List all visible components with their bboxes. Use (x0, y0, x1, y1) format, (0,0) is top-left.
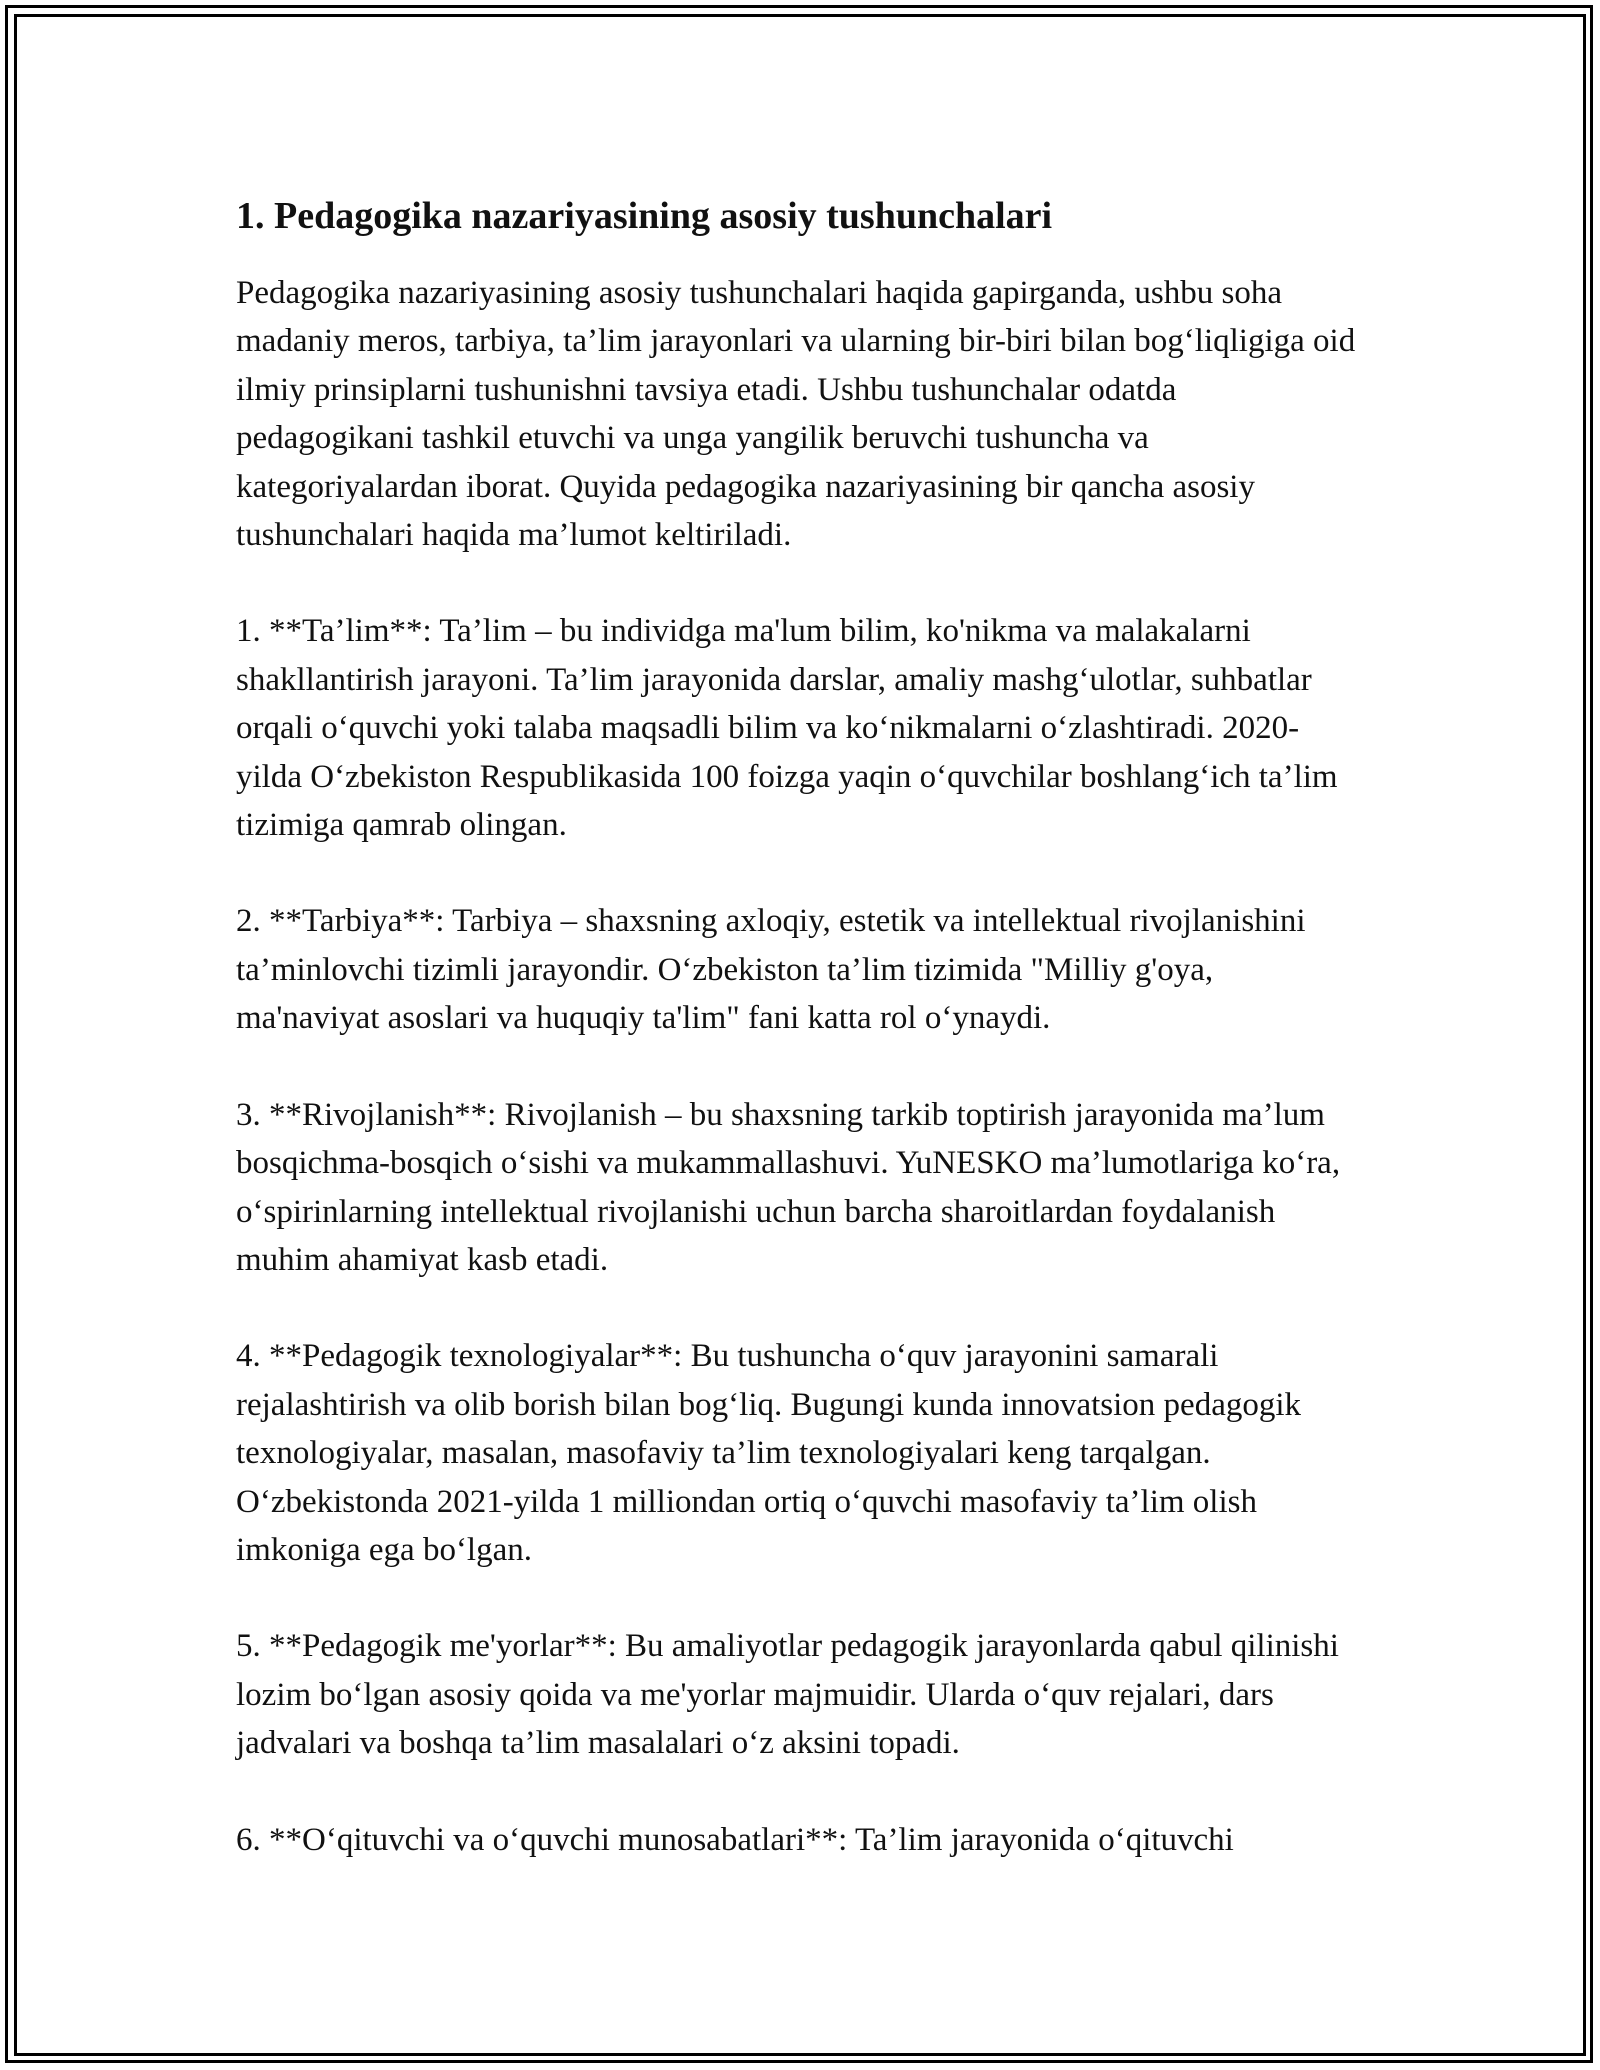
paragraph-pedagogik-meyorlar: 5. **Pedagogik me'yorlar**: Bu amaliyotlar pedagogik jarayonlarda qabul qilinishi lozim bo‘lgan asosiy qoida va me'yorlar majmuidir. Ularda o‘quv rejalari, dars jadvalari va boshqa ta’lim masalalari o‘z aksini topadi. (236, 1628, 1339, 1762)
intro-paragraph: Pedagogika nazariyasining asosiy tushunchalari haqida gapirganda, ushbu soha madaniy meros, tarbiya, ta’lim jarayonlari va ularning bir-biri bilan bog‘liqligiga oid ilmiy prinsiplarni tushunishni tavsiya etadi. Ushbu tushunchalar odatda pedagogikani tashkil etuvchi va unga yangilik beruvchi tushuncha va kategoriyalardan iborat. Quyida pedagogika nazariyasining bir qancha asosiy tushunchalari haqida ma’lumot keltiriladi. (236, 275, 1356, 554)
paragraph-rivojlanish: 3. **Rivojlanish**: Rivojlanish – bu shaxsning tarkib toptirish jarayonida ma’lum bosqichma-bosqich o‘sishi va mukammallashuvi. YuNESKO ma’lumotlariga ko‘ra, o‘spirinlarning intellektual rivojlanishi uchun barcha sharoitlardan foydalanish muhim ahamiyat kasb etadi. (236, 1096, 1341, 1278)
section-heading: 1. Pedagogika nazariyasining asosiy tushunchalari (236, 195, 1053, 237)
document-body (236, 185, 1361, 1912)
paragraph-oqituvchi-oquvchi: 6. **O‘qituvchi va o‘quvchi munosabatlari**: Ta’lim jarayonida o‘qituvchi (236, 1821, 1234, 1858)
paragraph-talim: 1. **Ta’lim**: Ta’lim – bu individga ma'lum bilim, ko'nikma va malakalarni shakllantirish jarayoni. Ta’lim jarayonida darslar, amaliy mashg‘ulotlar, suhbatlar orqali o‘quvchi yoki talaba maqsadli bilim va ko‘nikmalarni o‘zlashtiradi. 2020-yilda O‘zbekiston Respublikasida 100 foizga yaqin o‘quvchilar boshlang‘ich ta’lim tizimiga qamrab olingan. (236, 613, 1338, 844)
paragraph-tarbiya: 2. **Tarbiya**: Tarbiya – shaxsning axloqiy, estetik va intellektual rivojlanishini ta’minlovchi tizimli jarayondir. O‘zbekiston ta’lim tizimida "Milliy g'oya, ma'naviyat asoslari va huquqiy ta'lim" fani katta rol o‘ynaydi. (236, 903, 1306, 1037)
paragraph-pedagogik-texnologiyalar: 4. **Pedagogik texnologiyalar**: Bu tushuncha o‘quv jarayonini samarali rejalashtirish va olib borish bilan bog‘liq. Bugungi kunda innovatsion pedagogik texnologiyalar, masalan, masofaviy ta’lim texnologiyalari keng tarqalgan. O‘zbekistonda 2021-yilda 1 milliondan ortiq o‘quvchi masofaviy ta’lim olish imkoniga ega bo‘lgan. (236, 1338, 1302, 1568)
